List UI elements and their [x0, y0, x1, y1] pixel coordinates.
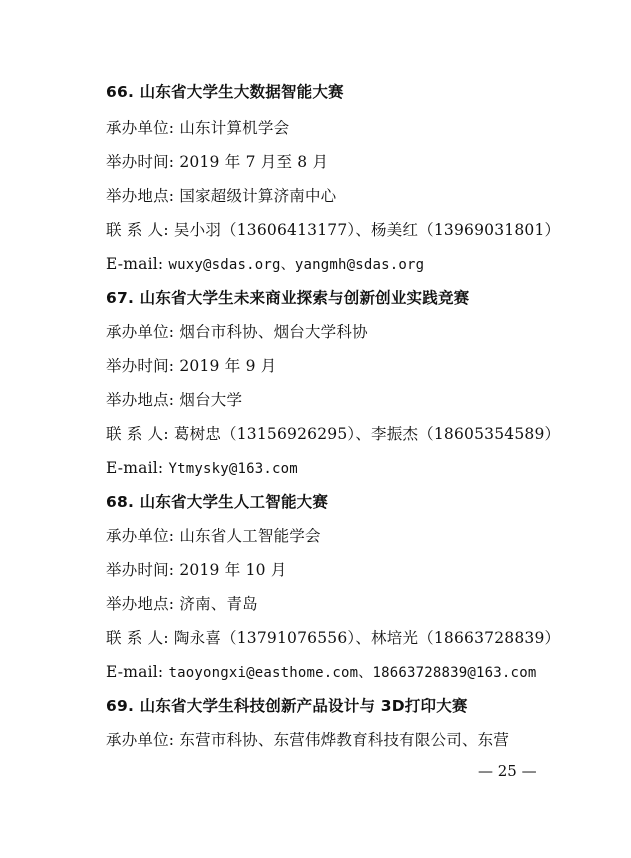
email-row-68 [106, 662, 536, 683]
time-value: 2019 年 7 月至 8 月 [179, 153, 329, 171]
place-label: 举办地点: [106, 391, 175, 409]
section-heading-69: 69. 山东省大学生科技创新产品设计与 3D打印大赛 [106, 697, 468, 715]
time-value: 2019 年 9 月 [179, 357, 277, 375]
contact-label: 联 系 人: [106, 629, 169, 647]
contact-row-68 [106, 628, 560, 648]
contact-label: 联 系 人: [106, 425, 169, 443]
place-row-66 [106, 186, 336, 206]
organizer-row-66 [106, 118, 289, 138]
place-label: 举办地点: [106, 187, 175, 205]
organizer-label: 承办单位: [106, 119, 175, 137]
place-label: 举办地点: [106, 595, 175, 613]
email-row-66 [106, 254, 424, 275]
section-heading-67: 67. 山东省大学生未来商业探索与创新创业实践竞赛 [106, 289, 470, 307]
time-row-68 [106, 560, 287, 580]
organizer-row-67 [106, 322, 368, 342]
place-row-67 [106, 390, 242, 410]
contact-row-67 [106, 424, 560, 444]
contact-value: 陶永喜（13791076556）、林培光（18663728839） [173, 629, 561, 647]
section-heading-68: 68. 山东省大学生人工智能大赛 [106, 493, 329, 511]
organizer-label: 承办单位: [106, 323, 175, 341]
organizer-value: 烟台市科协、烟台大学科协 [179, 323, 368, 341]
email-value: taoyongxi@easthome.com、18663728839@163.com [168, 665, 537, 681]
email-label: E-mail: [106, 663, 164, 681]
page-number: — 25 — [478, 762, 537, 780]
email-label: E-mail: [106, 255, 164, 273]
time-row-67 [106, 356, 276, 376]
organizer-value: 山东计算机学会 [179, 119, 290, 137]
contact-value: 葛树忠（13156926295）、李振杰（18605354589） [173, 425, 561, 443]
contact-row-66 [106, 220, 560, 240]
email-value: Ytmysky@163.com [168, 461, 298, 477]
place-value: 烟台大学 [179, 391, 243, 409]
contact-value: 吴小羽（13606413177）、杨美红（13969031801） [173, 221, 561, 239]
email-row-67 [106, 458, 298, 479]
time-value: 2019 年 10 月 [179, 561, 287, 579]
section-heading-66: 66. 山东省大学生大数据智能大赛 [106, 83, 344, 101]
time-label: 举办时间: [106, 153, 175, 171]
time-label: 举办时间: [106, 357, 175, 375]
contact-label: 联 系 人: [106, 221, 169, 239]
organizer-row-68 [106, 526, 321, 546]
organizer-value: 东营市科协、东营伟烨教育科技有限公司、东营 [179, 731, 510, 749]
place-value: 国家超级计算济南中心 [179, 187, 337, 205]
time-row-66 [106, 152, 328, 172]
time-label: 举办时间: [106, 561, 175, 579]
email-label: E-mail: [106, 459, 164, 477]
organizer-label: 承办单位: [106, 731, 175, 749]
place-value: 济南、青岛 [179, 595, 258, 613]
email-value: wuxy@sdas.org、yangmh@sdas.org [168, 257, 425, 273]
organizer-row-69 [106, 730, 509, 750]
place-row-68 [106, 594, 258, 614]
organizer-label: 承办单位: [106, 527, 175, 545]
organizer-value: 山东省人工智能学会 [179, 527, 321, 545]
